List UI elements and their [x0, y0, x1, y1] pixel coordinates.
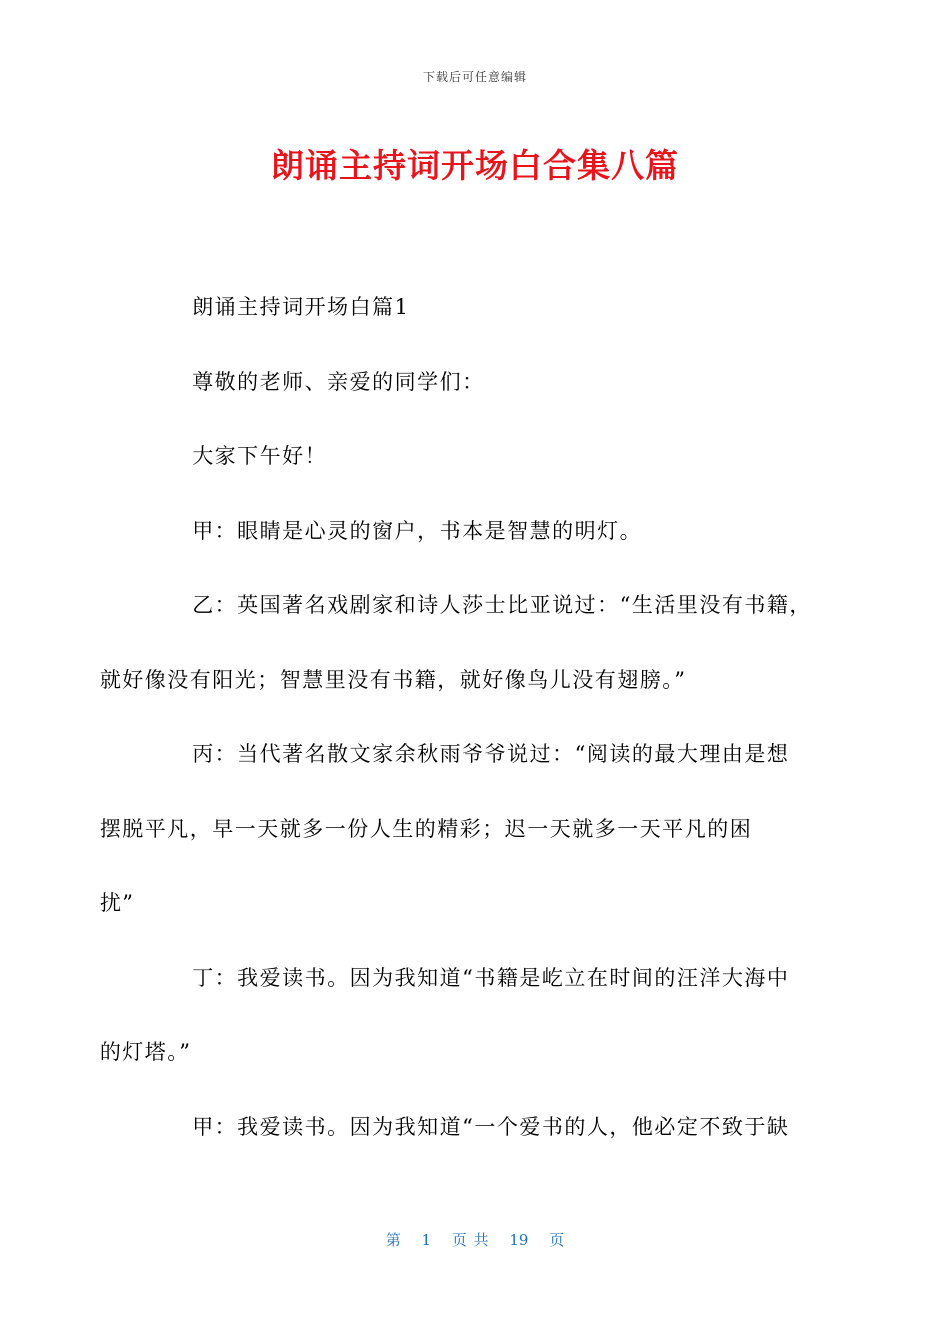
footer-page-suffix: 页 — [549, 1231, 565, 1249]
paragraph-line: 甲：我爱读书。因为我知道“一个爱书的人，他必定不致于缺 — [192, 1114, 790, 1139]
paragraph-line: 乙：英国著名戏剧家和诗人莎士比亚说过：“生活里没有书籍， — [192, 593, 812, 617]
paragraph — [146, 419, 810, 494]
paragraph — [146, 270, 810, 345]
document-body — [99, 270, 812, 1164]
footer-page-prefix: 第 — [385, 1231, 401, 1249]
paragraph-line: 的灯塔。” — [99, 1040, 192, 1064]
paragraph — [99, 941, 810, 1090]
paragraph — [146, 345, 810, 420]
paragraph — [99, 717, 810, 941]
footer-total-pages: 19 — [509, 1231, 529, 1249]
paragraph-line: 就好像没有阳光；智慧里没有书籍，就好像鸟儿没有翅膀。” — [99, 667, 687, 692]
header-note: 下载后可任意编辑 — [422, 70, 527, 84]
paragraph-line: 朗诵主持词开场白篇1 — [192, 295, 410, 319]
paragraph-line: 大家下午好！ — [192, 444, 328, 468]
paragraph — [99, 568, 812, 717]
paragraph-line: 丁：我爱读书。因为我知道“书籍是屹立在时间的汪洋大海中 — [192, 965, 790, 990]
paragraph-line: 尊敬的老师、亲爱的同学们： — [192, 369, 485, 394]
footer-current-page: 1 — [421, 1231, 432, 1249]
paragraph-line: 扰” — [99, 891, 135, 915]
paragraph-line: 摆脱平凡，早一天就多一份人生的精彩；迟一天就多一天平凡的困 — [99, 816, 753, 841]
paragraph-line: 甲：眼睛是心灵的窗户，书本是智慧的明灯。 — [192, 518, 643, 543]
document-title: 朗诵主持词开场白合集八篇 — [271, 146, 679, 185]
page-footer — [0, 1229, 950, 1250]
paragraph — [146, 1090, 810, 1165]
paragraph-line: 丙：当代著名散文家余秋雨爷爷说过：“阅读的最大理由是想 — [192, 742, 790, 766]
paragraph — [146, 494, 810, 569]
footer-page-mid: 页 共 — [451, 1231, 489, 1249]
